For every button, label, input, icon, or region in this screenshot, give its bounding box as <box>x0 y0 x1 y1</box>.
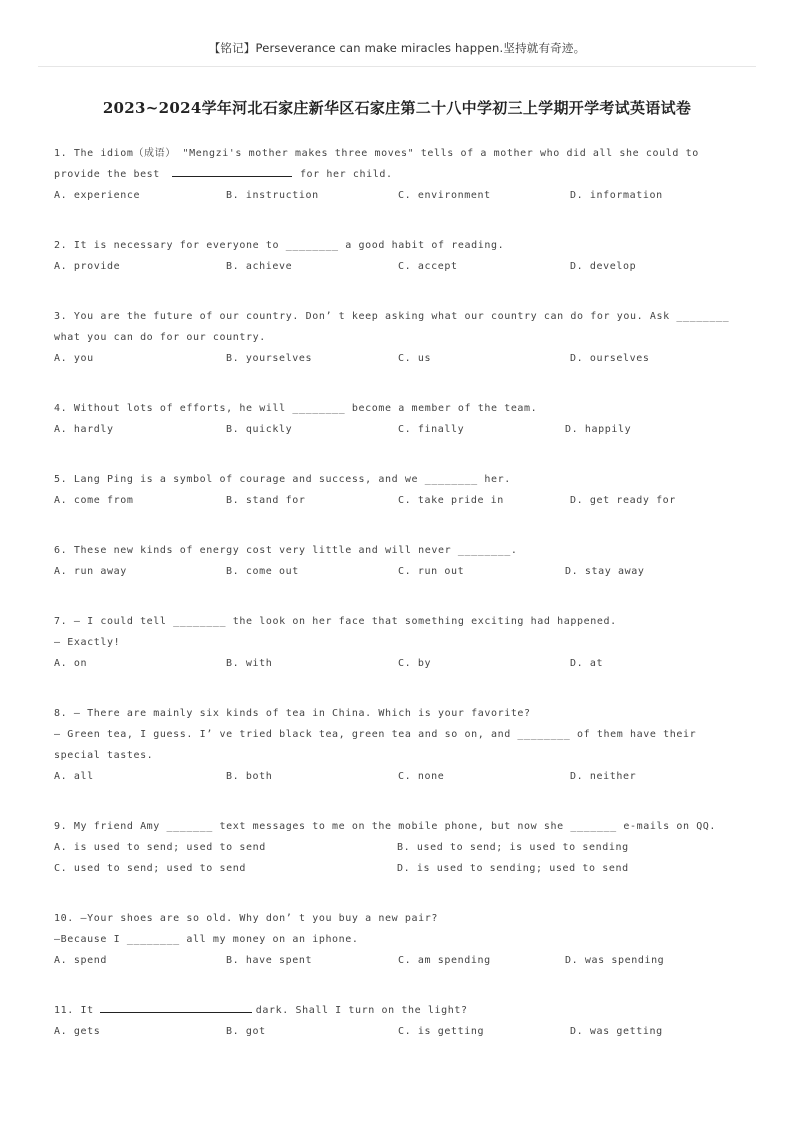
question-8-stem-line-2: — Green tea, I guess. I’ ve tried black tea, green tea and so on, and ________ of them have their <box>54 729 697 740</box>
question-11 <box>54 1000 754 1042</box>
option-b[interactable]: B. instruction <box>226 190 319 201</box>
option-a[interactable]: A. you <box>54 353 94 364</box>
option-c[interactable]: C. used to send; used to send <box>54 863 246 874</box>
option-a[interactable]: A. all <box>54 771 94 782</box>
option-b[interactable]: B. achieve <box>226 261 293 272</box>
option-b[interactable]: B. have spent <box>226 955 313 966</box>
option-c[interactable]: C. environment <box>398 190 491 201</box>
question-1-stem-line-2 <box>54 164 754 185</box>
question-11-stem-pre: 11. It <box>54 1005 94 1016</box>
question-10-options <box>54 950 754 971</box>
question-9-stem: 9. My friend Amy _______ text messages to me on the mobile phone, but now she _______ e-mails on QQ. <box>54 821 717 832</box>
question-5-options <box>54 490 754 511</box>
option-d[interactable]: D. get ready for <box>570 495 676 506</box>
header-divider <box>38 66 756 67</box>
option-a[interactable]: A. come from <box>54 495 134 506</box>
option-b[interactable]: B. used to send; is used to sending <box>397 842 629 853</box>
option-a[interactable]: A. run away <box>54 566 127 577</box>
question-1-options <box>54 185 754 206</box>
question-2 <box>54 235 754 277</box>
option-a[interactable]: A. spend <box>54 955 107 966</box>
option-d[interactable]: D. develop <box>570 261 637 272</box>
option-c[interactable]: C. accept <box>398 261 458 272</box>
option-a[interactable]: A. provide <box>54 261 121 272</box>
option-c[interactable]: C. finally <box>398 424 465 435</box>
question-3 <box>54 306 754 369</box>
question-1-stem-pre: provide the best <box>54 169 160 180</box>
option-b[interactable]: B. stand for <box>226 495 306 506</box>
answer-blank <box>100 1000 252 1013</box>
answer-blank <box>172 164 292 177</box>
question-8-options <box>54 766 754 787</box>
question-4-stem: 4. Without lots of efforts, he will ________ become a member of the team. <box>54 403 538 414</box>
option-c[interactable]: C. none <box>398 771 445 782</box>
question-6 <box>54 540 754 582</box>
question-11-stem-post: dark. Shall I turn on the light? <box>255 1005 468 1016</box>
question-11-options <box>54 1021 754 1042</box>
question-6-stem: 6. These new kinds of energy cost very little and will never ________. <box>54 545 518 556</box>
option-a[interactable]: A. hardly <box>54 424 114 435</box>
option-b[interactable]: B. with <box>226 658 273 669</box>
question-10-stem-line-2: —Because I ________ all my money on an iphone. <box>54 934 359 945</box>
option-c[interactable]: C. us <box>398 353 432 364</box>
option-d[interactable]: D. was getting <box>570 1026 663 1037</box>
question-3-stem-line-1: 3. You are the future of our country. Don’ t keep asking what our country can do for you. Ask ________ <box>54 311 730 322</box>
question-5 <box>54 469 754 511</box>
question-1 <box>54 143 754 206</box>
option-a[interactable]: A. gets <box>54 1026 101 1037</box>
option-b[interactable]: B. got <box>226 1026 266 1037</box>
question-8 <box>54 703 754 787</box>
option-b[interactable]: B. quickly <box>226 424 293 435</box>
question-7-stem-line-1: 7. — I could tell ________ the look on her face that something exciting had happened. <box>54 616 617 627</box>
exam-title: 2023~2024学年河北石家庄新华区石家庄第二十八中学初三上学期开学考试英语试卷 <box>102 99 692 117</box>
question-7-options <box>54 653 754 674</box>
question-7 <box>54 611 754 674</box>
option-d[interactable]: D. information <box>570 190 663 201</box>
option-d[interactable]: D. ourselves <box>570 353 650 364</box>
option-c[interactable]: C. is getting <box>398 1026 485 1037</box>
question-6-options <box>54 561 754 582</box>
question-3-options <box>54 348 754 369</box>
option-d[interactable]: D. neither <box>570 771 637 782</box>
option-d[interactable]: D. at <box>570 658 604 669</box>
question-2-stem: 2. It is necessary for everyone to ________ a good habit of reading. <box>54 240 505 251</box>
option-c[interactable]: C. take pride in <box>398 495 504 506</box>
question-8-stem-line-1: 8. — There are mainly six kinds of tea in China. Which is your favorite? <box>54 708 531 719</box>
option-a[interactable]: A. experience <box>54 190 141 201</box>
question-9 <box>54 816 754 879</box>
question-7-stem-line-2: — Exactly! <box>54 637 121 648</box>
question-10-stem-line-1: 10. —Your shoes are so old. Why don’ t you buy a new pair? <box>54 913 438 924</box>
question-4-options <box>54 419 754 440</box>
question-3-stem-line-2: what you can do for our country. <box>54 332 266 343</box>
option-a[interactable]: A. is used to send; used to send <box>54 842 266 853</box>
option-c[interactable]: C. by <box>398 658 432 669</box>
question-9-options-row-1 <box>54 837 754 858</box>
question-list <box>54 143 754 1071</box>
option-d[interactable]: D. is used to sending; used to send <box>397 863 629 874</box>
option-b[interactable]: B. come out <box>226 566 299 577</box>
option-b[interactable]: B. both <box>226 771 273 782</box>
option-b[interactable]: B. yourselves <box>226 353 313 364</box>
option-d[interactable]: D. happily <box>565 424 632 435</box>
question-4 <box>54 398 754 440</box>
question-10 <box>54 908 754 971</box>
motto-banner: 【铭记】Perseverance can make miracles happen.坚持就有奇迹。 <box>208 41 586 55</box>
question-11-stem <box>54 1000 754 1021</box>
question-1-stem-line-1: 1. The idiom（成语） "Mengzi's mother makes three moves" tells of a mother who did all she could to <box>54 148 699 159</box>
option-c[interactable]: C. am spending <box>398 955 491 966</box>
question-1-stem-post: for her child. <box>299 169 393 180</box>
option-a[interactable]: A. on <box>54 658 88 669</box>
question-2-options <box>54 256 754 277</box>
question-9-options-row-2 <box>54 858 754 879</box>
option-d[interactable]: D. was spending <box>565 955 665 966</box>
option-d[interactable]: D. stay away <box>565 566 645 577</box>
question-5-stem: 5. Lang Ping is a symbol of courage and success, and we ________ her. <box>54 474 511 485</box>
option-c[interactable]: C. run out <box>398 566 465 577</box>
question-8-stem-line-3: special tastes. <box>54 750 154 761</box>
